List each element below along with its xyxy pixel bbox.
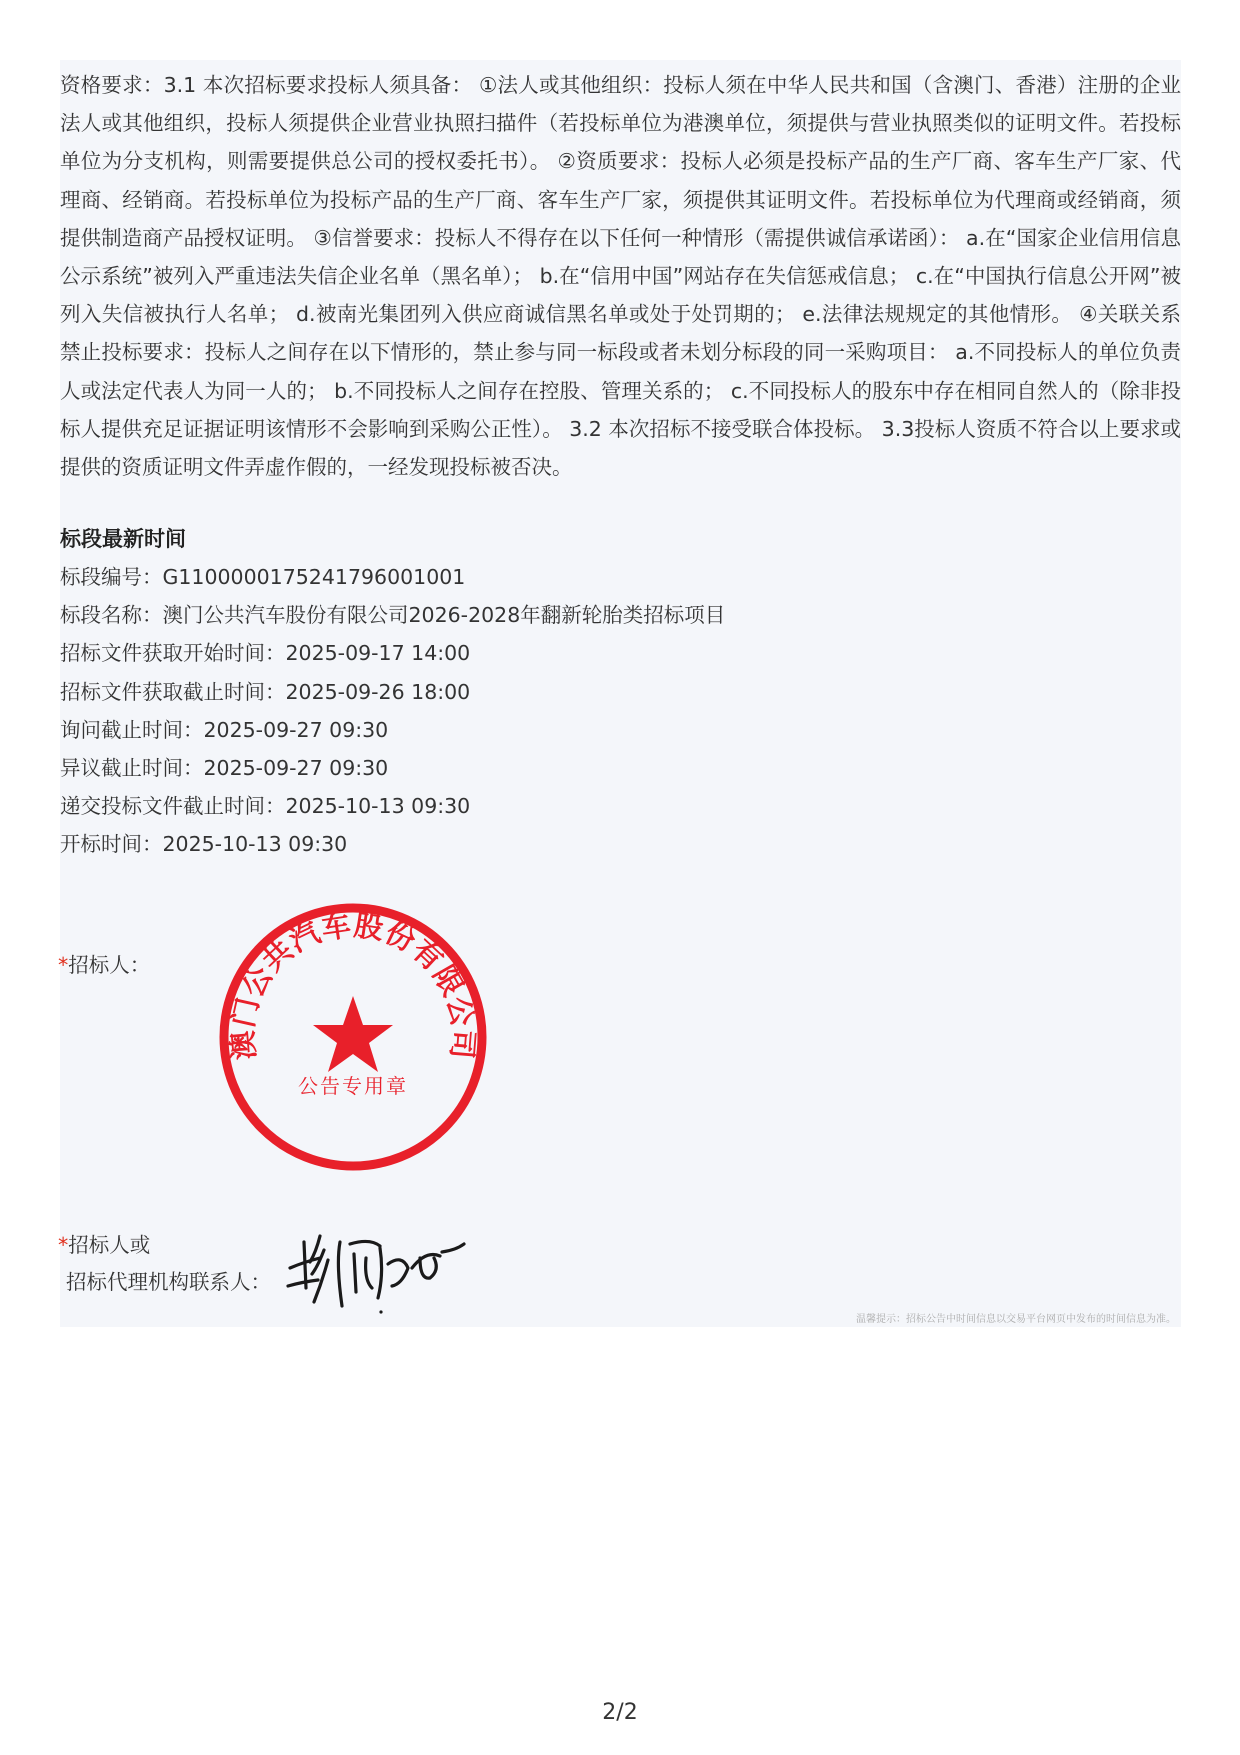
handwritten-signature: [280, 1228, 470, 1318]
bid-submission-deadline: 递交投标文件截止时间：2025-10-13 09:30: [60, 794, 471, 819]
required-asterisk: *: [58, 953, 69, 977]
lot-name: 标段名称：澳门公共汽车股份有限公司2026-2028年翻新轮胎类招标项目: [60, 603, 726, 628]
qualification-requirements: 资格要求：3.1 本次招标要求投标人须具备： ①法人或其他组织：投标人须在中华人民共和国（含澳门、香港）注册的企业法人或其他组织，投标人须提供企业营业执照扫描件（若投标单位为港澳单位，须提供与营业执照类似的证明文件。若投标单位为分支机构，则需要提供总公司的授权委托书）。 ②资质要求：投标人必须是投标产品的生产厂商、客车生产厂家、代理商、经销商。若投标单位为投标产品的生产厂商、客车生产厂家，须提供其证明文件。若投标单位为代理商或经销商，须提供制造商产品授权证明。 ③信誉要求：投标人不得存在以下任何一种情形（需提供诚信承诺函）： a.在“国家企业信用信息公示系统”被列入严重违法失信企业名单（黑名单）； b.在“信用中国”网站存在失信惩戒信息； c.在“中国执行信息公开网”被列入失信被执行人名单； d.被南光集团列入供应商诚信黑名单或处于处罚期的； e.法律法规规定的其他情形。 ④关联关系禁止投标要求：投标人之间存在以下情形的，禁止参与同一标段或者未划分标段的同一采购项目： a.不同投标人的单位负责人或法定代表人为同一人的； b.不同投标人之间存在控股、管理关系的； c.不同投标人的股东中存在相同自然人的（除非投标人提供充足证据证明该情形不会影响到采购公正性）。 3.2 本次招标不接受联合体投标。 3.3投标人资质不符合以上要求或提供的资质证明文件弄虚作假的，一经发现投标被否决。: [60, 73, 1181, 480]
inquiry-deadline: 询问截止时间：2025-09-27 09:30: [60, 717, 389, 742]
bid-opening-time: 开标时间：2025-10-13 09:30: [60, 832, 348, 857]
contact-label-line2: 招标代理机构联系人：: [66, 1270, 271, 1294]
seal-purpose-text: 公告专用章: [298, 1074, 408, 1098]
reminder-tip: 温馨提示：招标公告中时间信息以交易平台网页中发布的时间信息为准。: [856, 1314, 1176, 1325]
objection-deadline: 异议截止时间：2025-09-27 09:30: [60, 756, 389, 781]
star-icon: [313, 996, 393, 1072]
doc-start-time: 招标文件获取开始时间：2025-09-17 14:00: [60, 641, 471, 666]
lot-info-list: [60, 558, 725, 864]
company-seal: [216, 900, 490, 1174]
contact-label: [58, 1226, 150, 1264]
contact-label-line1: 招标人或: [68, 1233, 151, 1257]
tenderer-label: [58, 946, 150, 984]
required-asterisk: *: [58, 1233, 69, 1257]
tenderer-label-text: 招标人：: [68, 953, 151, 977]
lot-number: 标段编号：G1100000175241796001001: [60, 565, 466, 589]
doc-end-time: 招标文件获取截止时间：2025-09-26 18:00: [60, 679, 471, 704]
page-number: 2/2: [602, 1700, 638, 1725]
section-title: 标段最新时间: [60, 527, 186, 551]
seal-company-text: 澳门公共汽车股份有限公司: [225, 907, 481, 1062]
